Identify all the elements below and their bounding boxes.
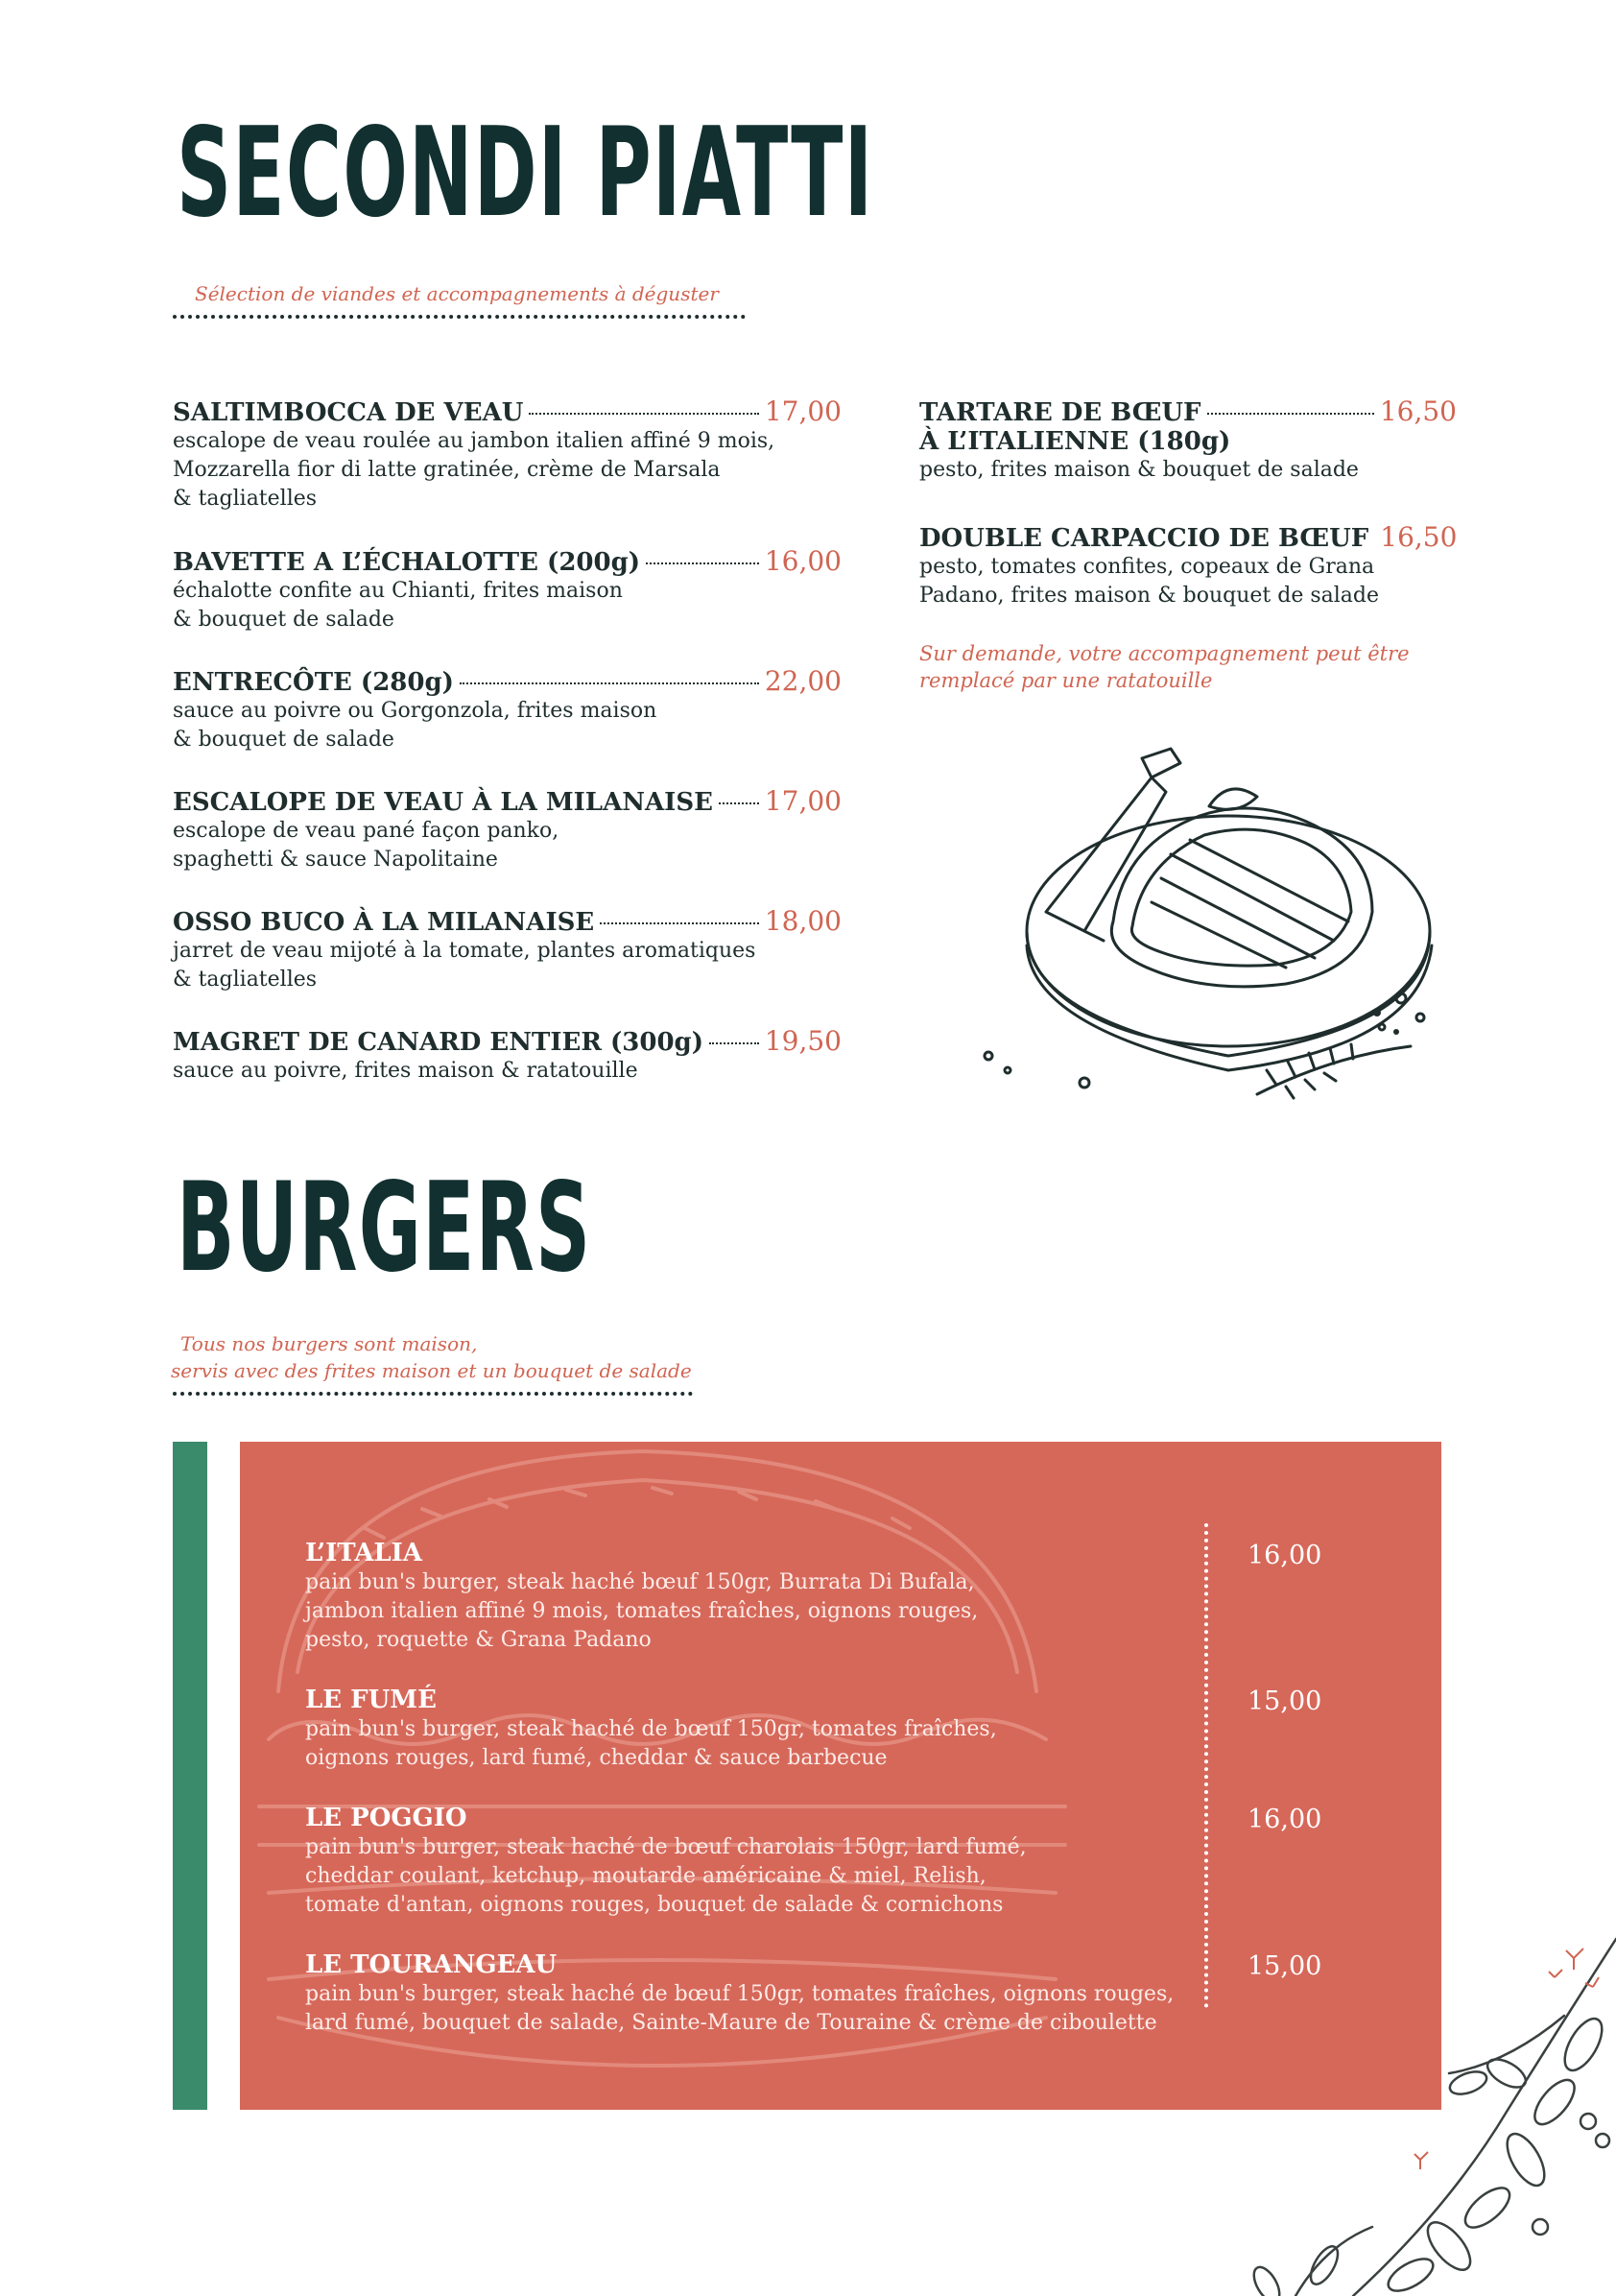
- burger-price: 15,00: [1248, 1686, 1322, 1716]
- item-desc: sauce au poivre, frites maison & ratatouille: [173, 1059, 638, 1083]
- item-desc: & tagliatelles: [173, 968, 318, 992]
- burger-item: [305, 1538, 978, 1655]
- item-desc: & bouquet de salade: [173, 608, 394, 632]
- item-name: MAGRET DE CANARD ENTIER (300g): [173, 1028, 704, 1057]
- item-desc: & bouquet de salade: [173, 728, 394, 752]
- burger-desc: tomate d'antan, oignons rouges, bouquet de salade & cornichons: [305, 1893, 1004, 1917]
- item-desc: pesto, frites maison & bouquet de salade: [919, 458, 1359, 482]
- item-price: 17,00: [764, 785, 842, 817]
- burger-name: L’ITALIA: [305, 1539, 422, 1567]
- burger-price: 15,00: [1248, 1951, 1322, 1981]
- burger-desc: pesto, roquette & Grana Padano: [305, 1628, 652, 1652]
- secondi-subtitle: Sélection de viandes et accompagnements à déguster: [195, 282, 719, 305]
- item-price: 18,00: [764, 905, 842, 937]
- burger-name: LE FUMÉ: [305, 1686, 437, 1714]
- item-desc: Padano, frites maison & bouquet de salade: [919, 584, 1380, 608]
- item-price: 16,00: [764, 545, 842, 577]
- burger-price: 16,00: [1248, 1805, 1322, 1834]
- burger-name: LE TOURANGEAU: [305, 1950, 558, 1979]
- burger-desc: lard fumé, bouquet de salade, Sainte-Maure de Touraine & crème de ciboulette: [305, 2011, 1157, 2035]
- olive-branch-illustration: [1104, 1920, 1616, 2296]
- item-price: 22,00: [764, 665, 842, 697]
- item-name: ENTRECÔTE (280g): [173, 668, 454, 697]
- item-price: 19,50: [764, 1025, 842, 1057]
- item-desc: échalotte confite au Chianti, frites maison: [173, 579, 623, 603]
- secondi-divider: [173, 315, 746, 319]
- burger-name: LE POGGIO: [305, 1804, 467, 1832]
- item-name: ESCALOPE DE VEAU À LA MILANAISE: [173, 788, 713, 817]
- secondi-title: SECONDI PIATTI: [177, 102, 874, 245]
- burger-item: [305, 1685, 997, 1773]
- green-accent-bar: [173, 1442, 207, 2110]
- burgers-divider: [173, 1392, 693, 1396]
- item-name: DOUBLE CARPACCIO DE BŒUF: [919, 524, 1369, 553]
- menu-item: [173, 545, 842, 634]
- menu-item: [173, 905, 842, 994]
- item-name: TARTARE DE BŒUF: [919, 398, 1201, 427]
- item-desc: spaghetti & sauce Napolitaine: [173, 848, 498, 872]
- item-desc: & tagliatelles: [173, 487, 318, 511]
- burger-item: [305, 1803, 1027, 1920]
- burgers-title: BURGERS: [177, 1157, 592, 1300]
- item-desc: jarret de veau mijoté à la tomate, plantes aromatiques: [173, 939, 756, 963]
- item-desc: sauce au poivre ou Gorgonzola, frites maison: [173, 699, 657, 723]
- burger-price: 16,00: [1248, 1541, 1322, 1570]
- menu-item: [919, 395, 1457, 485]
- burger-desc: pain bun's burger, steak haché de bœuf 150gr, tomates fraîches,: [305, 1717, 997, 1741]
- menu-item: [173, 785, 842, 874]
- menu-item: [173, 1025, 842, 1086]
- item-name: OSSO BUCO À LA MILANAISE: [173, 908, 595, 937]
- item-desc: escalope de veau pané façon panko,: [173, 819, 559, 843]
- item-name: SALTIMBOCCA DE VEAU: [173, 398, 524, 427]
- item-price: 17,00: [764, 395, 842, 427]
- item-name: BAVETTE A L’ÉCHALOTTE (200g): [173, 548, 641, 577]
- item-price: 16,50: [1380, 521, 1458, 553]
- item-desc: pesto, tomates confites, copeaux de Grana: [919, 555, 1375, 579]
- side-dish-note: Sur demande, votre accompagnement peut être remplacé par une ratatouille: [919, 642, 1410, 692]
- burger-desc: oignons rouges, lard fumé, cheddar & sauce barbecue: [305, 1746, 888, 1770]
- burger-desc: pain bun's burger, steak haché bœuf 150gr, Burrata Di Bufala,: [305, 1570, 975, 1594]
- menu-item: [919, 521, 1457, 610]
- menu-item: [173, 395, 842, 514]
- item-name-line2: À L’ITALIENNE (180g): [919, 427, 1231, 456]
- steak-on-board-illustration: [969, 739, 1449, 1133]
- item-desc: Mozzarella fior di latte gratinée, crème de Marsala: [173, 458, 721, 482]
- burgers-subtitle: Tous nos burgers sont maison, servis avec des frites maison et un bouquet de salade: [171, 1332, 692, 1382]
- burger-desc: jambon italien affiné 9 mois, tomates fraîches, oignons rouges,: [305, 1599, 979, 1623]
- menu-item: [173, 665, 842, 754]
- burger-desc: cheddar coulant, ketchup, moutarde américaine & miel, Relish,: [305, 1864, 986, 1888]
- burger-desc: pain bun's burger, steak haché de bœuf 150gr, tomates fraîches, oignons rouges,: [305, 1982, 1175, 2006]
- item-price: 16,50: [1379, 395, 1457, 427]
- burger-item: [305, 1949, 1174, 2038]
- burger-desc: pain bun's burger, steak haché de bœuf charolais 150gr, lard fumé,: [305, 1835, 1027, 1859]
- item-desc: escalope de veau roulée au jambon italien affiné 9 mois,: [173, 429, 775, 453]
